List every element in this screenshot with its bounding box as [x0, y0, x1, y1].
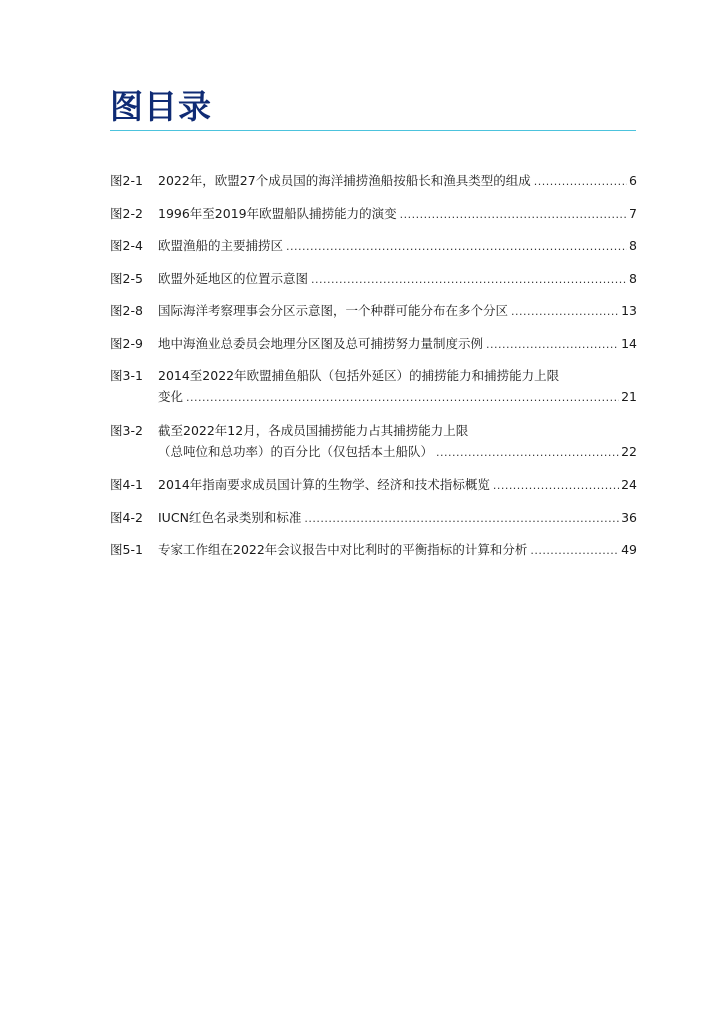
dot-leader	[304, 508, 619, 529]
figure-number: 图2-5	[110, 270, 143, 286]
toc-entry[interactable]	[110, 507, 637, 529]
figure-title: 国际海洋考察理事会分区示意图，一个种群可能分布在多个分区	[158, 303, 509, 318]
dot-leader	[511, 301, 619, 322]
page-number: 8	[629, 238, 637, 253]
page-number: 22	[621, 443, 637, 459]
figure-title-continued: 变化	[158, 389, 184, 404]
figure-number: 图2-2	[110, 205, 143, 221]
figure-list	[110, 170, 637, 572]
toc-entry[interactable]	[110, 203, 637, 225]
figure-title: 2014年指南要求成员国计算的生物学、经济和技术指标概览	[158, 477, 490, 492]
figure-title-continued: （总吨位和总功率）的百分比（仅包括本土船队）	[158, 443, 434, 459]
figure-number: 图2-8	[110, 303, 143, 318]
toc-entry[interactable]	[110, 420, 637, 463]
page-number: 7	[629, 205, 637, 221]
figure-number: 图3-2	[110, 422, 143, 438]
dot-leader	[286, 236, 627, 257]
page-number: 49	[621, 542, 637, 557]
figure-number: 图3-1	[110, 368, 143, 383]
toc-entry[interactable]	[110, 170, 637, 192]
figure-title: 截至2022年12月，各成员国捕捞能力占其捕捞能力上限	[158, 422, 469, 438]
toc-entry[interactable]	[110, 474, 637, 496]
figure-title: 欧盟外延地区的位置示意图	[158, 270, 309, 286]
figure-title: 欧盟渔船的主要捕捞区	[158, 238, 284, 253]
figure-title: 2014至2022年欧盟捕鱼船队（包括外延区）的捕捞能力和捕捞能力上限	[158, 368, 560, 383]
page-number: 21	[621, 389, 637, 404]
toc-entry[interactable]	[110, 333, 637, 355]
figure-number: 图2-1	[110, 173, 143, 188]
toc-entry[interactable]	[110, 365, 637, 408]
page-number: 24	[621, 477, 637, 492]
figure-title: IUCN红色名录类别和标准	[158, 509, 302, 525]
figure-number: 图4-2	[110, 509, 143, 525]
dot-leader	[436, 442, 619, 463]
page-number: 6	[629, 173, 637, 188]
toc-entry[interactable]	[110, 300, 637, 322]
page-number: 14	[621, 335, 637, 351]
figure-title: 1996年至2019年欧盟船队捕捞能力的演变	[158, 205, 397, 221]
toc-entry[interactable]	[110, 235, 637, 257]
figure-title: 专家工作组在2022年会议报告中对比利时的平衡指标的计算和分析	[158, 542, 528, 557]
dot-leader	[486, 334, 619, 355]
page-title: 图目录	[110, 87, 212, 126]
dot-leader	[534, 171, 627, 192]
figure-title: 地中海渔业总委员会地理分区图及总可捕捞努力量制度示例	[158, 335, 484, 351]
dot-leader	[530, 540, 619, 561]
dot-leader	[400, 204, 627, 225]
toc-entry[interactable]	[110, 539, 637, 561]
figure-number: 图4-1	[110, 477, 143, 492]
dot-leader	[493, 475, 619, 496]
figure-number: 图5-1	[110, 542, 143, 557]
dot-leader	[186, 387, 619, 408]
page-number: 8	[629, 270, 637, 286]
title-rule	[110, 130, 636, 131]
dot-leader	[311, 269, 627, 290]
toc-entry[interactable]	[110, 268, 637, 290]
figure-number: 图2-9	[110, 335, 143, 351]
page-number: 13	[621, 303, 637, 318]
page-number: 36	[621, 509, 637, 525]
figure-number: 图2-4	[110, 238, 143, 253]
figure-title: 2022年，欧盟27个成员国的海洋捕捞渔船按船长和渔具类型的组成	[158, 173, 531, 188]
